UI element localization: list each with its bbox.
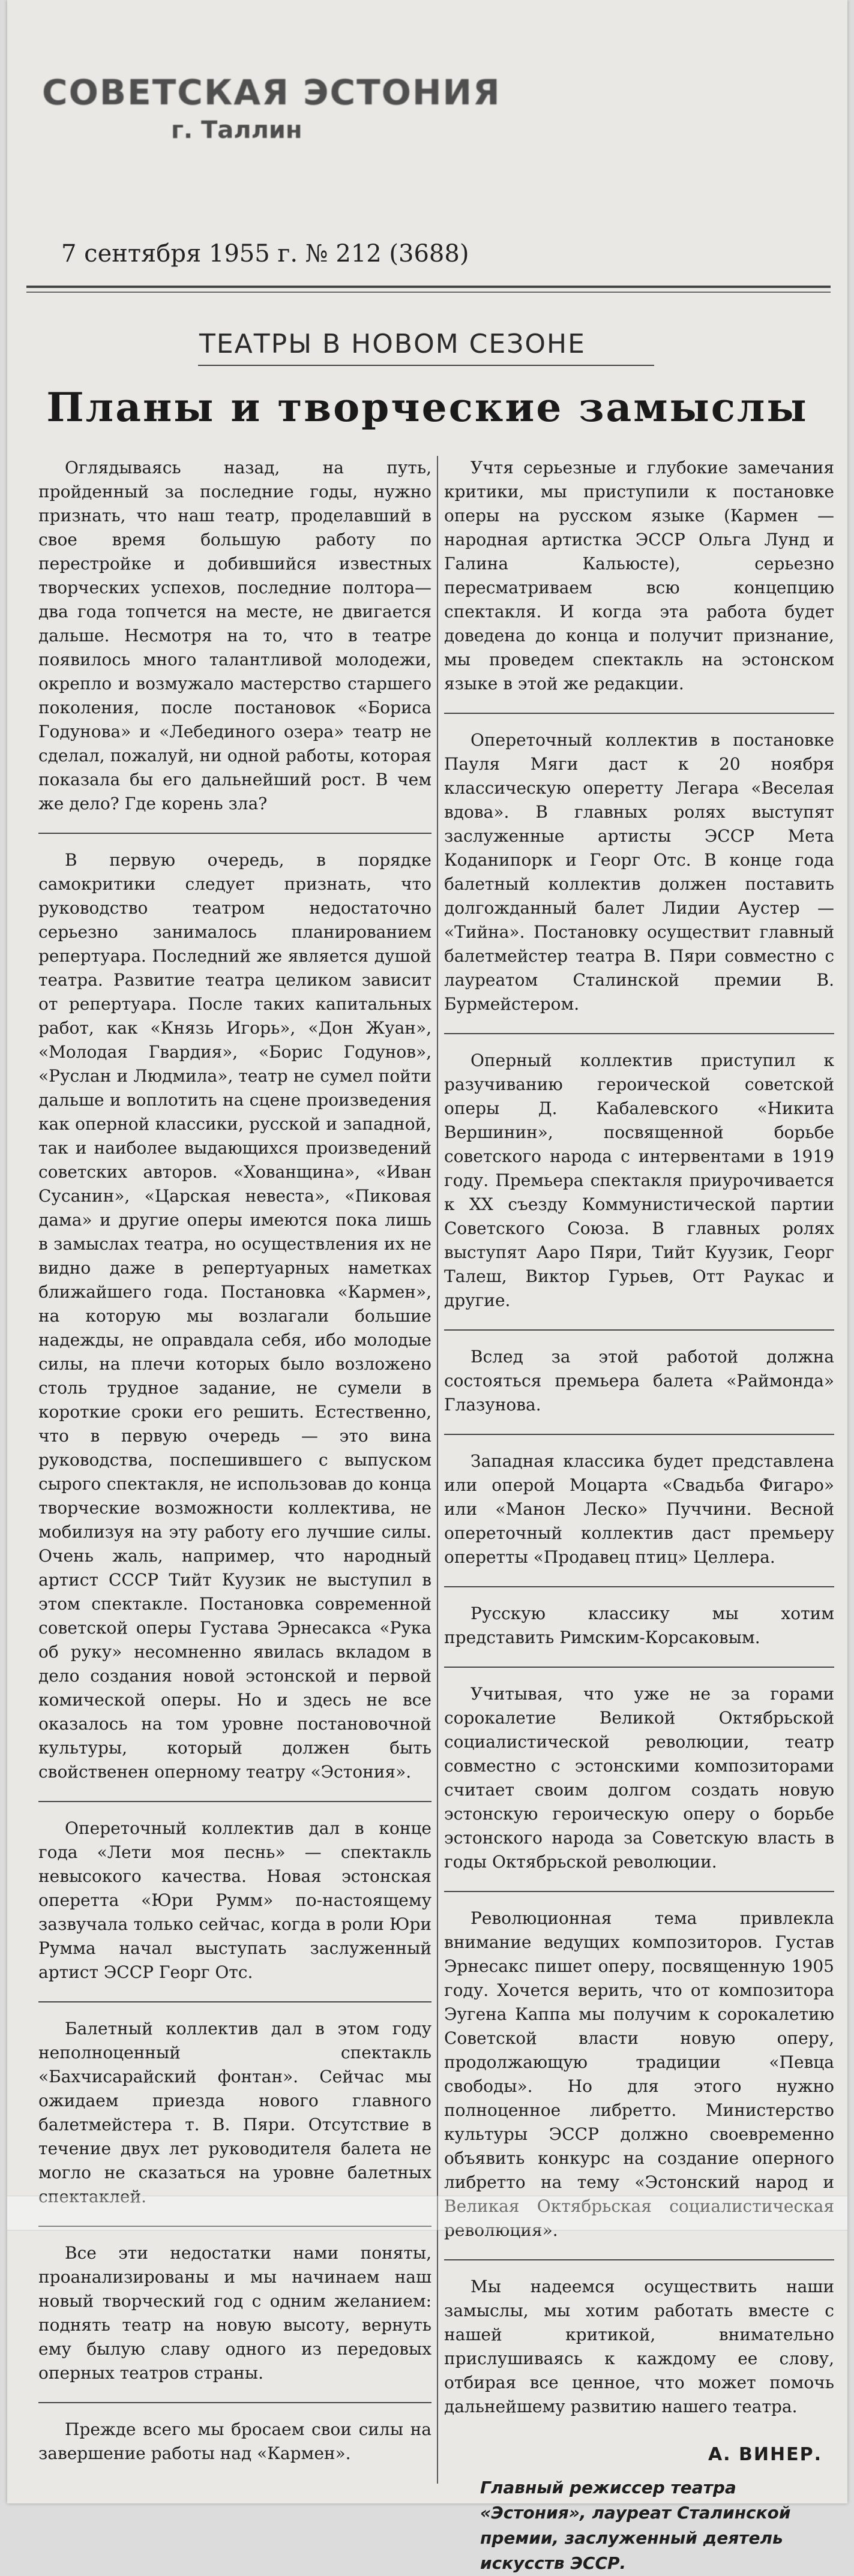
paragraph: В первую очередь, в порядке самокритики следует признать, что руководство театром недостаточно серьезно занималось планированием репертуара. Последний же является душой театра. Развитие театра целиком зависит от репертуара. После таких капитальных работ, как «Князь Игорь», «Дон Жуан», «Молодая Гвардия», «Борис Годунов», «Руслан и Людмила», театр не сумел пойти дальше и воплотить на сцене произведения как оперной классики, русской и западной, так и наиболее выдающихся произведений советских авторов. «Хованщина», «Иван Сусанин», «Царская невеста», «Пиковая дама» и другие оперы имеются пока лишь в замыслах театра, но осуществления их не видно даже в репертуарных наметках ближайшего года. Постановка «Кармен», на которую мы возлагали большие надежды, не оправдала себя, ибо молодые силы, на плечи которых было возложено столь трудное задание, не сумели в короткие сроки его решить. Естественно, что в первую очередь — это вина руководства, поспешившего с выпуском сырого спектакля, не использовав до конца творческие возможности коллектива, не мобилизуя на эту работу его лучшие силы. Очень жаль, например, что народный артист СССР Тийт Куузик не выступил в этом спектакле. Постановка современной советской оперы Густава Эрнесакса «Рука об руку» несомненно явилась вкладом в дело создания новой эстонской и первой комической оперы. Но и здесь не все оказалось на том уровне постановочной культуры, который должен быть свойственен оперному театру «Эстония». (38, 850, 432, 1782)
paragraph-divider (444, 1434, 834, 1435)
paragraph-divider (444, 1586, 834, 1587)
author-title: Главный режиссер театра «Эстония», лауреат Сталинской премии, заслуженный деятель искусств ЭССР. (480, 2478, 791, 2573)
paragraph-divider (38, 2402, 432, 2403)
paragraph: Учитывая, что уже не за горами сорокалетие Великой Октябрьской социалистической революции, театр совместно с эстонскими композиторами считает своим долгом создать новую эстонскую героическую оперу о борьбе эстонского народа за Советскую власть в годы Октябрьской революции. (444, 1684, 834, 1872)
paragraph: Оперный коллектив приступил к разучиванию героической советской оперы Д. Кабалевского «Никита Вершинин», посвященной борьбе советского народа с интервентами в 1919 году. Премьера спектакля приурочивается к XX съезду Коммунистической партии Советского Союза. В главных ролях выступят Ааро Пяри, Тийт Куузик, Георг Талеш, Виктор Гурьев, Отт Раукас и другие. (444, 1050, 834, 1310)
top-rule-secondary (26, 292, 831, 293)
paragraph: Западная классика будет представлена или оперой Моцарта «Свадьба Фигаро» или «Манон Леско» Пуччини. Весной опереточный коллектив даст премьеру оперетты «Продавец птиц» Целлера. (444, 1451, 834, 1567)
publication-stamp (42, 72, 501, 162)
paragraph-divider (38, 2001, 432, 2002)
paragraph-divider (444, 1891, 834, 1892)
paragraph-divider (444, 1329, 834, 1331)
newspaper-clipping (7, 0, 847, 2573)
paragraph: Все эти недостатки нами поняты, проанализированы и мы начинаем наш новый творческий год с одним желанием: поднять театр на новую высоту, вернуть ему былую славу одного из передовых оперных театров страны. (38, 2243, 432, 2383)
publication-name: СОВЕТСКАЯ ЭСТОНИЯ (42, 72, 501, 113)
rubric-underline (198, 365, 654, 366)
author-signature: А. ВИНЕР. (708, 2444, 822, 2465)
paragraph: Балетный коллектив дал в этом году неполноценный спектакль «Бахчисарайский фонтан». Сейчас мы ожидаем приезда нового главного балетмейстера т. В. Пяри. Отсутствие в течение двух лет руководителя балета не могло не сказаться на уровне балетных спектаклей. (38, 2019, 432, 2206)
paragraph-divider (444, 1667, 834, 1668)
paragraph-divider (38, 1801, 432, 1802)
tape-strip (7, 2196, 847, 2230)
top-rule (26, 286, 831, 288)
paragraph-divider (444, 713, 834, 714)
paragraph: Прежде всего мы бросаем свои силы на завершение работы над «Кармен». (38, 2419, 432, 2463)
paragraph-divider (38, 833, 432, 834)
paragraph: Опереточный коллектив в постановке Пауля Мяги даст к 20 ноября классическую оперетту Легара «Веселая вдова». В главных ролях выступят заслуженные артисты ЭССР Мета Коданипорк и Георг Отс. В конце года балетный коллектив должен поставить долгожданный балет Лидии Аустер — «Тийна». Постановку осуществит главный балетмейстер театра В. Пяри совместно с лауреатом Сталинской премии В. Бурмейстером. (444, 730, 834, 1014)
column-divider (437, 456, 438, 2484)
paragraph-divider (444, 1033, 834, 1034)
paragraph: Вслед за этой работой должна состояться премьера балета «Раймонда» Глазунова. (444, 1347, 834, 1415)
paragraph: Учтя серьезные и глубокие замечания критики, мы приступили к постановке оперы на русском языке (Кармен — народная артистка ЭССР Ольга Лунд и Галина Кальюсте), серьезно пересматриваем всю концепцию спектакля. И когда эта работа будет доведена до конца и получит признание, мы проведем спектакль на эстонском языке в этой же редакции. (444, 458, 834, 693)
paragraph: Русскую классику мы хотим представить Римским-Корсаковым. (444, 1604, 834, 1647)
article-left-column (38, 456, 432, 2482)
paragraph: Оглядываясь назад, на путь, пройденный за последние годы, нужно признать, что наш театр, проделавший в свое время большую работу по перестройке и добившийся известных творческих успехов, последние полтора—два года топчется на месте, не двигается дальше. Несмотря на то, что в театре появилось много талантливой молодежи, окрепло и возмужало мастерство старшего поколения, после постановок «Бориса Годунова» и «Лебединого озера» театр не сделал, пожалуй, ни одной работы, которая показала бы его дальнейший рост. В чем же дело? Где корень зла? (38, 458, 432, 813)
paragraph: Опереточный коллектив дал в конце года «Лети моя песнь» — спектакль невысокого качества. Новая эстонская оперетта «Юри Румм» по-настоящему зазвучала только сейчас, когда в роли Юри Румма начал выступать заслуженный артист ЭССР Георг Отс. (38, 1818, 432, 1982)
paragraph-divider (444, 2259, 834, 2260)
section-rubric: ТЕАТРЫ В НОВОМ СЕЗОНЕ (199, 329, 586, 359)
article-right-column (444, 456, 834, 2576)
paragraph: Революционная тема привлекла внимание ведущих композиторов. Густав Эрнесакс пишет оперу, посвященную 1905 году. Хочется верить, что от композитора Эугена Каппа мы получим к сорокалетию Советской власти новую оперу, продолжающую традиции «Певца свободы». Но для этого нужно полноценное либретто. Министерство культуры ЭССР должно своевременно объявить конкурс на создание оперного либретто на тему «Эстонский народ и Великая Октябрьская социалистическая революция». (444, 1908, 834, 2240)
article-headline: Планы и творческие замыслы (46, 384, 808, 431)
publication-city: г. Таллин (171, 116, 302, 144)
paragraph: Мы надеемся осуществить наши замыслы, мы хотим работать вместе с нашей критикой, внимательно прислушиваясь к каждому ее слову, отбирая все ценное, что может помочь дальнейшему развитию нашего театра. (444, 2277, 834, 2416)
issue-dateline: 7 сентября 1955 г. № 212 (3688) (61, 240, 469, 268)
